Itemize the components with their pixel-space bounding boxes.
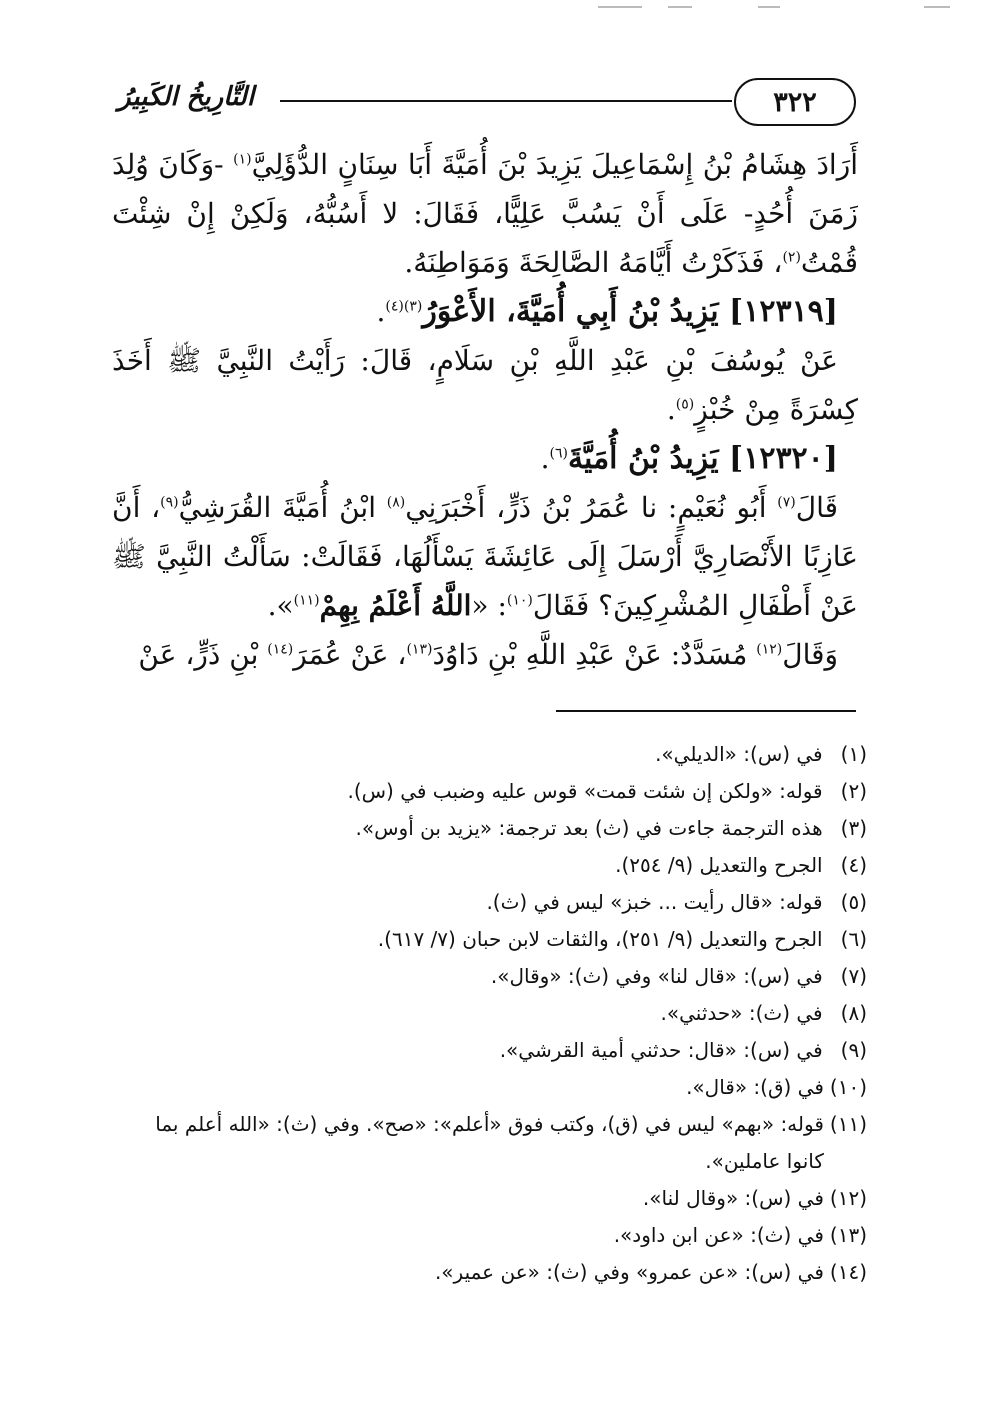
book-title: التَّارِيخُ الكَبِيرُ [118, 82, 255, 112]
footnote: (١٢) في (س): «وقال لنا». [642, 1186, 867, 1210]
footnote: (٥) قوله: «قال رأيت ... خبز» ليس في (ث). [486, 890, 867, 914]
footnote-ref: (٢) [782, 249, 801, 266]
footnote: (٣) هذه الترجمة جاءت في (ث) بعد ترجمة: «يزيد بن أوس». [355, 816, 867, 840]
paragraph: وَقَالَ$^{(١٢)}$ مُسَدَّدٌ: عَنْ عَبْدِ اللَّهِ بْنِ دَاوُدَ$^{(١٣)}$، عَنْ عُمَرَ$^{(١٤)}$ بْنِ ذَرٍّ، عَنْ [138, 638, 838, 671]
top-edge-mark [924, 6, 950, 8]
footnotes [112, 736, 867, 1291]
footnote-ref: (١) [233, 151, 252, 168]
running-header [118, 78, 856, 128]
footnote: (٨) في (ث): «حدثني». [660, 1001, 867, 1025]
paragraph: قَالَ$^{(٧)}$ أَبُو نُعَيْمٍ: نا عُمَرُ بْنُ ذَرٍّ، أَخْبَرَنِي$^{(٨)}$ ابْنُ أُمَيَّةَ القُرَشِيُّ$^{(٩)}$، أَنَّ عَازِبًا الأَنْصَارِيَّ أَرْسَلَ إِلَى عَائِشَةَ يَسْأَلُهَا، فَقَالَتْ: سَأَلْتُ النَّبِيَّ ﷺ عَنْ أَطْفَالِ المُشْرِكِينَ؟ فَقَالَ$^{(١٠)}$: «اللَّهُ أَعْلَمُ بِهِمْ$^{(١١)}$». [112, 491, 858, 622]
footnote-ref: (١٤) [267, 641, 294, 658]
footnote-ref: (٩) [160, 494, 179, 511]
footnote: (٢) قوله: «ولكن إن شئت قمت» قوس عليه وضبب في (س). [347, 779, 867, 803]
top-edge-mark [668, 6, 692, 8]
footnote-ref: (١١) [293, 592, 320, 609]
footnote: (١١) قوله: «بهم» ليس في (ق)، وكتب فوق «أعلم»: «صح». وفي (ث): «الله أعلم بما كانوا عاملين». [155, 1112, 867, 1173]
footnote-ref: (١٠) [506, 592, 533, 609]
footnote-ref: (٥) [675, 396, 695, 413]
footnote: (٤) الجرح والتعديل (٩/ ٢٥٤). [615, 853, 867, 877]
footnote-ref: (٦) [549, 445, 568, 462]
paragraph: أَرَادَ هِشَامُ بْنُ إِسْمَاعِيلَ يَزِيدَ بْنَ أُمَيَّةَ أَبَا سِنَانٍ الدُّؤَلِيَّ$^{(١)}$ -وَكَانَ وُلِدَ زَمَنَ أُحُدٍ- عَلَى أَنْ يَسُبَّ عَلِيًّا، فَقَالَ: لا أَسُبُّهُ، وَلَكِنْ إِنْ شِئْتَ قُمْتُ$^{(٢)}$، فَذَكَرْتُ أَيَّامَهُ الصَّالِحَةَ وَمَوَاطِنَهُ. [112, 148, 858, 279]
footnote: (٧) في (س): «قال لنا» وفي (ث): «وقال». [490, 964, 867, 988]
main-text [112, 140, 858, 679]
footnote: (١٤) في (س): «عن عمرو» وفي (ث): «عن عمير». [434, 1260, 867, 1284]
entry-heading: [١٢٣٢٠] يَزِيدُ بْنُ أُمَيَّةَ$^{(٦)}$. [540, 441, 838, 476]
header-rule [280, 100, 732, 102]
top-edge-mark [758, 6, 780, 8]
page-number: ٣٢٢ [734, 78, 856, 126]
footnote-ref: (١٢) [756, 641, 783, 658]
paragraph: عَنْ يُوسُفَ بْنِ عَبْدِ اللَّهِ بْنِ سَلَامٍ، قَالَ: رَأَيْتُ النَّبِيَّ ﷺ أَخَذَ كِسْرَةً مِنْ خُبْزٍ$^{(٥)}$. [112, 344, 858, 426]
footnote-ref: (٨) [386, 494, 406, 511]
footnote: (٩) في (س): «قال: حدثني أمية القرشي». [499, 1038, 867, 1062]
footnote: (١) في (س): «الديلي». [655, 742, 867, 766]
footnote-ref: (٣)(٤) [385, 298, 423, 315]
footnote-ref: (٧) [777, 494, 796, 511]
entry-heading: [١٢٣١٩] يَزِيدُ بْنُ أَبِي أُمَيَّةَ، الأَعْوَرُ$^{(٣)(٤)}$. [376, 294, 838, 329]
footnote-separator [556, 710, 856, 712]
footnote: (١٣) في (ث): «عن ابن داود». [613, 1223, 867, 1247]
footnote: (٦) الجرح والتعديل (٩/ ٢٥١)، والثقات لابن حبان (٧/ ٦١٧). [377, 927, 867, 951]
hadith-text: اللَّهُ أَعْلَمُ بِهِمْ [319, 589, 472, 622]
top-edge-mark [598, 6, 642, 8]
footnote: (١٠) في (ق): «قال». [686, 1075, 867, 1099]
footnote-ref: (١٣) [406, 641, 433, 658]
